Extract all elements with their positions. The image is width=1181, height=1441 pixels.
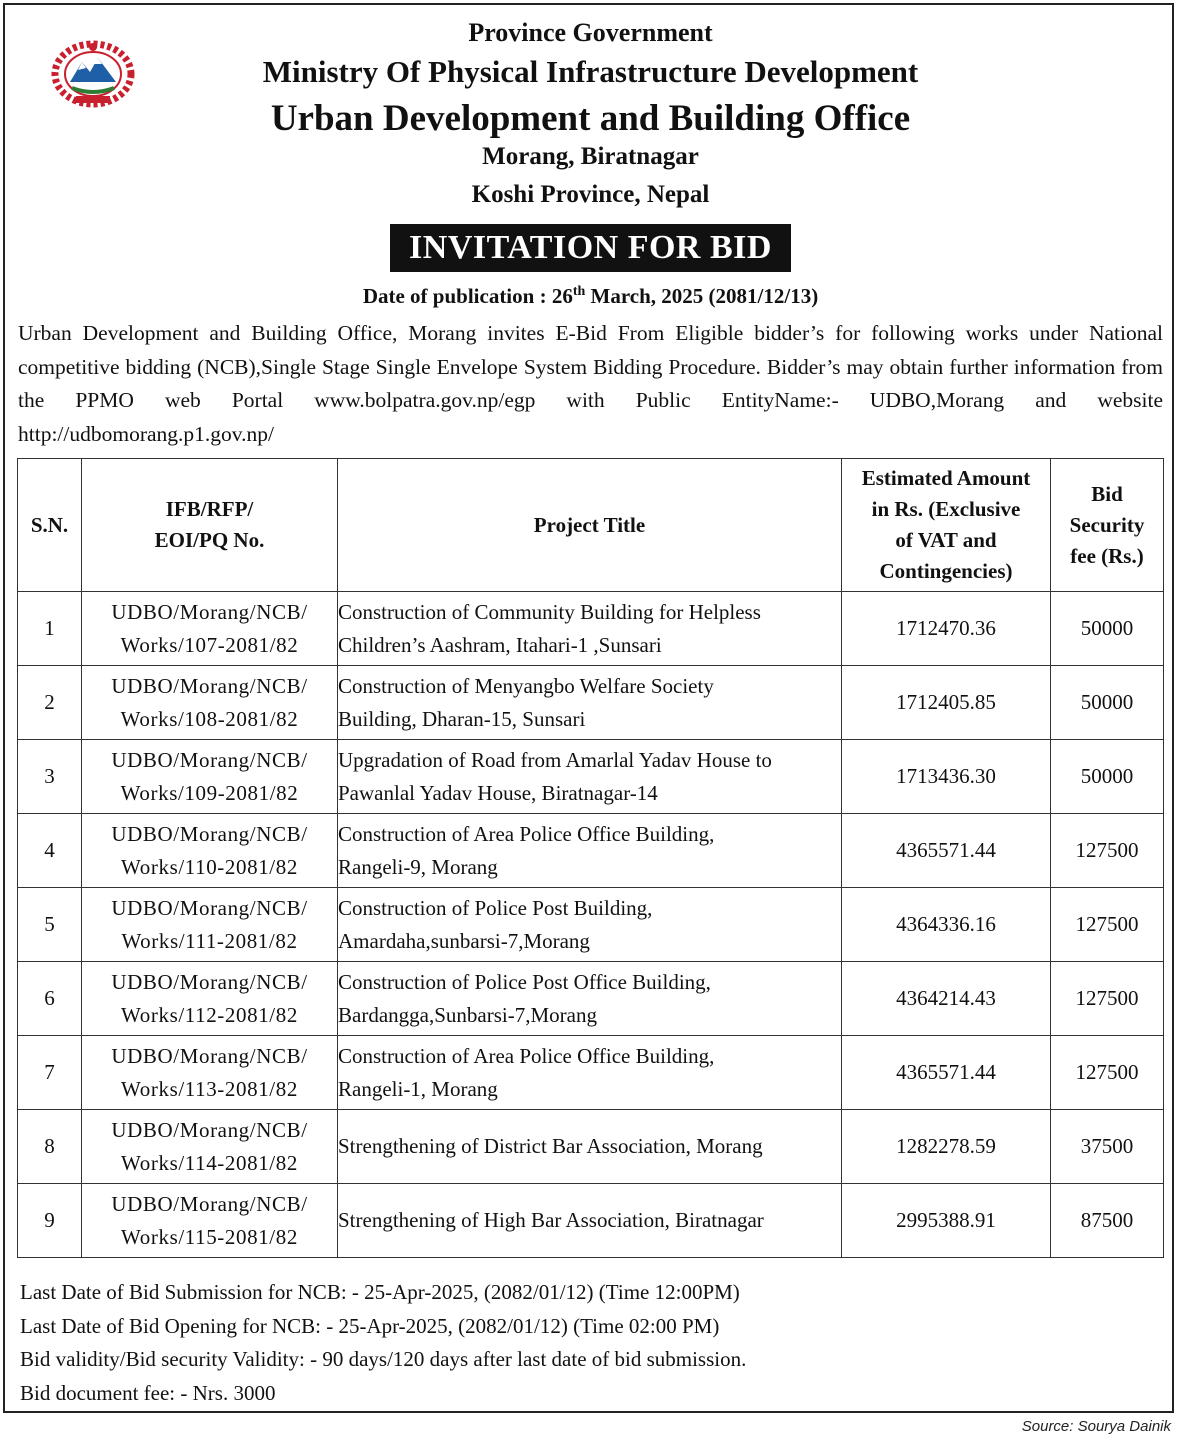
source-credit: Source: Sourya Dainik [1021, 1418, 1171, 1435]
cell-title-line: Upgradation of Road from Amarlal Yadav House to [338, 747, 772, 772]
table-row [18, 962, 1164, 1036]
cell-title-line: Rangeli-1, Morang [338, 1076, 498, 1101]
cell-ifb-line: Works/113-2081/82 [121, 1076, 298, 1101]
cell-title [338, 592, 842, 666]
cell-amount: 2995388.91 [842, 1184, 1051, 1258]
opening-date: Last Date of Bid Opening for NCB: - 25-Apr-2025, (2082/01/12) (Time 02:00 PM) [20, 1313, 720, 1338]
cell-ifb [82, 1036, 338, 1110]
publication-date-sup: th [572, 284, 586, 299]
publication-date-prefix: Date of publication : 26 [362, 284, 573, 308]
cell-ifb-line: UDBO/Morang/NCB/ [111, 1117, 308, 1142]
cell-title-line: Construction of Menyangbo Welfare Society [338, 673, 714, 698]
table-row [18, 1184, 1164, 1258]
cell-ifb-line: UDBO/Morang/NCB/ [111, 747, 308, 772]
cell-fee: 50000 [1051, 740, 1164, 814]
cell-title: Strengthening of District Bar Association, Morang [338, 1110, 842, 1184]
cell-amount: 4365571.44 [842, 814, 1051, 888]
office-location: Morang, Biratnagar [482, 143, 699, 170]
cell-amount: 1282278.59 [842, 1110, 1051, 1184]
cell-ifb-line: Works/112-2081/82 [121, 1002, 298, 1027]
cell-ifb [82, 962, 338, 1036]
cell-sn: 5 [18, 888, 82, 962]
bid-validity: Bid validity/Bid security Validity: - 90 days/120 days after last date of bid submission. [20, 1347, 747, 1371]
cell-title-line: Construction of Police Post Building, [338, 895, 653, 920]
document-fee: Bid document fee: - Nrs. 3000 [20, 1380, 276, 1405]
cell-title [338, 1036, 842, 1110]
table-header-row [18, 459, 1164, 592]
invitation-banner: INVITATION FOR BID [390, 224, 791, 272]
cell-sn: 8 [18, 1110, 82, 1184]
cell-ifb [82, 1184, 338, 1258]
header-amount [842, 459, 1051, 592]
cell-ifb [82, 740, 338, 814]
cell-fee: 87500 [1051, 1184, 1164, 1258]
table-row [18, 592, 1164, 666]
header-ifb-line: EOI/PQ No. [154, 528, 265, 552]
header-fee-line: fee (Rs.) [1070, 543, 1144, 568]
header-fee-line: Security [1069, 512, 1145, 537]
cell-title-line: Pawanlal Yadav House, Biratnagar-14 [338, 780, 658, 805]
cell-amount: 1713436.30 [842, 740, 1051, 814]
cell-ifb-line: UDBO/Morang/NCB/ [111, 1043, 308, 1068]
cell-title [338, 740, 842, 814]
cell-ifb [82, 888, 338, 962]
cell-fee: 127500 [1051, 814, 1164, 888]
cell-ifb-line: UDBO/Morang/NCB/ [111, 1191, 308, 1216]
office-name: Urban Development and Building Office [270, 98, 911, 139]
cell-ifb-line: UDBO/Morang/NCB/ [111, 821, 308, 846]
header-amount-line: of VAT and [895, 528, 997, 552]
cell-ifb [82, 814, 338, 888]
table-row [18, 888, 1164, 962]
cell-fee: 127500 [1051, 962, 1164, 1036]
cell-title-line: Rangeli-9, Morang [338, 854, 498, 879]
cell-amount: 4364214.43 [842, 962, 1051, 1036]
table-row [18, 1110, 1164, 1184]
cell-title-line: Construction of Area Police Office Building, [338, 821, 715, 846]
cell-sn: 9 [18, 1184, 82, 1258]
intro-paragraph: Urban Development and Building Office, Morang invites E-Bid From Eligible bidder’s for following works under National competitive bidding (NCB),Single Stage Single Envelope System Bidding Procedure. Bidder’s may obtain further information from the PPMO web Portal www.bolpatra.gov.np/egp with Public EntityName:- UDBO,Morang and website http://udbomorang.p1.gov.np/ [18, 321, 1163, 446]
cell-ifb-line: UDBO/Morang/NCB/ [111, 895, 308, 920]
header-amount-line: Contingencies) [879, 559, 1013, 583]
cell-title [338, 814, 842, 888]
header-amount-line: in Rs. (Exclusive [871, 497, 1021, 521]
cell-amount: 4365571.44 [842, 1036, 1051, 1110]
bid-footer [20, 1276, 746, 1410]
cell-title-line: Amardaha,sunbarsi-7,Morang [338, 928, 590, 953]
cell-ifb-line: Works/115-2081/82 [121, 1224, 298, 1249]
cell-sn: 4 [18, 814, 82, 888]
table-row [18, 740, 1164, 814]
header-fee [1051, 459, 1164, 592]
cell-title-line: Children’s Aashram, Itahari-1 ,Sunsari [338, 632, 662, 657]
cell-ifb [82, 666, 338, 740]
cell-amount: 4364336.16 [842, 888, 1051, 962]
table-row [18, 814, 1164, 888]
cell-fee: 50000 [1051, 592, 1164, 666]
cell-sn: 7 [18, 1036, 82, 1110]
header-fee-line: Bid [1091, 481, 1123, 506]
cell-amount: 1712470.36 [842, 592, 1051, 666]
bid-table [17, 458, 1164, 1258]
publication-date-suffix: March, 2025 (2081/12/13) [585, 284, 819, 308]
cell-title-line: Bardangga,Sunbarsi-7,Morang [338, 1002, 597, 1027]
cell-title: Strengthening of High Bar Association, Biratnagar [338, 1184, 842, 1258]
cell-fee: 127500 [1051, 1036, 1164, 1110]
table-row [18, 1036, 1164, 1110]
cell-sn: 3 [18, 740, 82, 814]
cell-title-line: Construction of Area Police Office Building, [338, 1043, 715, 1068]
cell-title-line: Construction of Community Building for Helpless [338, 599, 761, 624]
cell-ifb [82, 1110, 338, 1184]
cell-sn: 2 [18, 666, 82, 740]
cell-ifb-line: Works/111-2081/82 [121, 928, 298, 953]
cell-title [338, 962, 842, 1036]
header-amount-line: Estimated Amount [861, 466, 1031, 490]
cell-ifb-line: UDBO/Morang/NCB/ [111, 673, 308, 698]
cell-ifb [82, 592, 338, 666]
cell-fee: 50000 [1051, 666, 1164, 740]
cell-ifb-line: UDBO/Morang/NCB/ [111, 969, 308, 994]
cell-ifb-line: Works/114-2081/82 [121, 1150, 298, 1175]
cell-title [338, 666, 842, 740]
cell-fee: 127500 [1051, 888, 1164, 962]
cell-sn: 1 [18, 592, 82, 666]
cell-amount: 1712405.85 [842, 666, 1051, 740]
cell-ifb-line: Works/107-2081/82 [120, 632, 299, 657]
cell-ifb-line: Works/108-2081/82 [120, 706, 299, 731]
cell-ifb-line: UDBO/Morang/NCB/ [111, 599, 308, 624]
province-government: Province Government [468, 18, 713, 47]
publication-date [0, 284, 1181, 309]
cell-title-line: Building, Dharan-15, Sunsari [338, 706, 586, 731]
header-ifb-line: IFB/RFP/ [165, 497, 254, 521]
cell-title-line: Construction of Police Post Office Building, [338, 969, 711, 994]
cell-ifb-line: Works/109-2081/82 [120, 780, 299, 805]
cell-title [338, 888, 842, 962]
header-ifb [82, 459, 338, 592]
ministry-name: Ministry Of Physical Infrastructure Development [262, 54, 919, 89]
cell-fee: 37500 [1051, 1110, 1164, 1184]
table-row [18, 666, 1164, 740]
province-location: Koshi Province, Nepal [471, 181, 710, 208]
cell-ifb-line: Works/110-2081/82 [121, 854, 298, 879]
submission-date: Last Date of Bid Submission for NCB: - 25-Apr-2025, (2082/01/12) (Time 12:00PM) [20, 1280, 740, 1304]
header-title: Project Title [338, 459, 842, 592]
cell-sn: 6 [18, 962, 82, 1036]
header-sn: S.N. [18, 459, 82, 592]
